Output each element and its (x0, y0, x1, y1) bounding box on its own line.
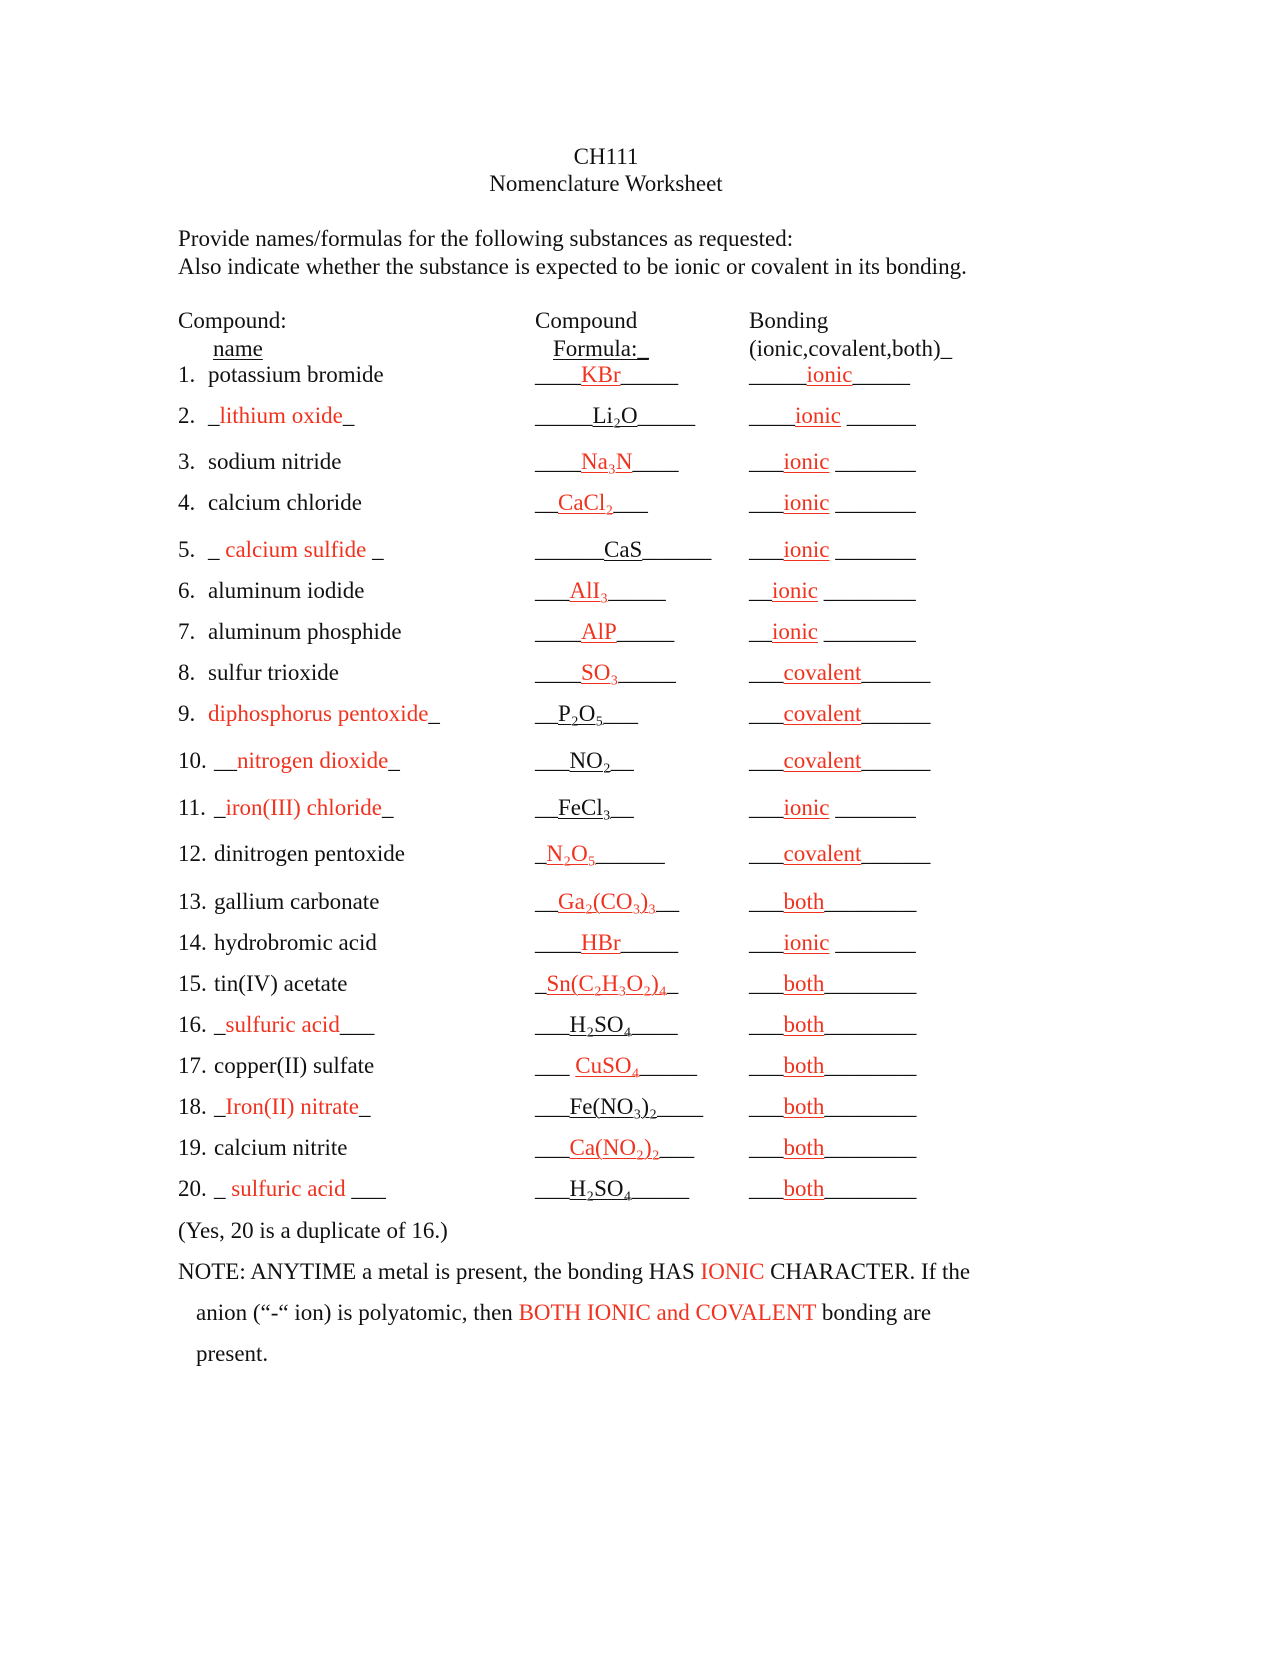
cell-bonding (749, 578, 916, 604)
answer-blank: _ (214, 1094, 226, 1119)
name-value: tin(IV) acetate (214, 971, 348, 996)
answer-blank: ___ (749, 841, 784, 866)
name-value: Iron(II) nitrate (225, 1094, 359, 1119)
formula-value: KBr (581, 362, 621, 387)
answer-blank: _ (535, 841, 547, 866)
cell-formula (535, 701, 638, 727)
cell-name (214, 930, 377, 956)
cell-formula (535, 449, 678, 475)
note-text: CHARACTER. If the (764, 1259, 971, 1284)
cell-bonding (749, 971, 916, 997)
cell-bonding (749, 1094, 916, 1120)
answer-blank: __ (656, 889, 680, 914)
answer-blank: ____ (535, 660, 581, 685)
answer-blank: ______ (535, 537, 604, 562)
cell-bonding (749, 660, 930, 686)
formula-value: FeCl₃ (558, 795, 611, 820)
answer-blank: _ (208, 403, 220, 428)
name-value: calcium nitrite (214, 1135, 348, 1160)
compound-row (178, 537, 1078, 565)
name-value: hydrobromic acid (214, 930, 377, 955)
row-number: 8. (178, 660, 196, 685)
note-text: anion (“-“ ion) is polyatomic, then (196, 1300, 519, 1325)
formula-value: P₂O₅ (558, 701, 604, 726)
answer-blank: ___ (659, 1135, 695, 1160)
cell-name (208, 701, 440, 727)
row-number: 6. (178, 578, 196, 603)
formula-value: Fe(NO₃)₂ (569, 1094, 658, 1119)
compound-row (178, 362, 1078, 390)
bonding-value: ionic (783, 795, 830, 820)
answer-blank: _____ (749, 362, 807, 387)
answer-blank: ___ (535, 748, 570, 773)
answer-blank: _____ (639, 1053, 698, 1078)
answer-blank: ____ (631, 1012, 678, 1037)
cell-bonding (749, 795, 916, 821)
row-number: 19. (178, 1135, 207, 1160)
cell-name (208, 490, 362, 516)
answer-blank: _____ (637, 403, 696, 428)
row-number: 12. (178, 841, 207, 866)
cell-formula (535, 1012, 678, 1038)
cell-name (214, 841, 405, 867)
answer-blank: ___ (749, 748, 784, 773)
formula-value: HBr (581, 930, 621, 955)
bonding-value: both (783, 1135, 825, 1160)
answer-blank: ______ (861, 660, 931, 685)
answer-blank: _____ (616, 619, 675, 644)
bonding-value: ionic (783, 930, 830, 955)
row-number: 18. (178, 1094, 207, 1119)
answer-blank: ________ (824, 1176, 917, 1201)
cell-bonding (749, 537, 916, 563)
formula-value: NO₂ (569, 748, 611, 773)
answer-blank: _ (214, 1012, 226, 1037)
name-value: dinitrogen pentoxide (214, 841, 405, 866)
answer-blank: ___ (535, 1012, 570, 1037)
column-header-name: Compound: (178, 308, 287, 333)
cell-formula (535, 403, 695, 429)
formula-value: H₂SO₄ (569, 1176, 632, 1201)
cell-bonding (749, 748, 930, 774)
answer-blank: ______ (841, 403, 916, 428)
name-value: nitrogen dioxide (237, 748, 389, 773)
answer-blank: ___ (749, 537, 784, 562)
row-number: 2. (178, 403, 196, 428)
bonding-value: covalent (783, 660, 862, 685)
answer-blank: _______ (829, 795, 916, 820)
cell-name (208, 362, 384, 388)
answer-blank: __ (535, 490, 558, 515)
answer-blank: ___ (535, 578, 570, 603)
answer-blank: _______ (829, 537, 916, 562)
row-number: 3. (178, 449, 196, 474)
row-number: 14. (178, 930, 207, 955)
answer-blank: ___ (749, 1094, 784, 1119)
bonding-value: ionic (783, 537, 830, 562)
cell-name (208, 660, 339, 686)
answer-blank: __ (214, 748, 237, 773)
row-number: 1. (178, 362, 196, 387)
answer-blank: ________ (824, 971, 917, 996)
column-subheader-name: name (213, 336, 263, 361)
compound-row (178, 1176, 1078, 1204)
cell-name (214, 889, 379, 915)
answer-blank: _____ (535, 403, 593, 428)
cell-name (214, 1094, 370, 1120)
cell-formula (535, 537, 711, 563)
cell-formula (535, 841, 665, 867)
answer-blank: _____ (620, 930, 679, 955)
answer-blank: _____ (631, 1176, 690, 1201)
answer-blank: __ (610, 748, 634, 773)
cell-formula (535, 795, 634, 821)
formula-value: Ga₂(CO₃)₃ (558, 889, 657, 914)
compound-row (178, 748, 1078, 776)
answer-blank: _____ (620, 362, 679, 387)
compound-row (178, 841, 1078, 869)
answer-blank: ___ (749, 490, 784, 515)
compound-row (178, 449, 1078, 477)
formula-value: CaS (604, 537, 643, 562)
bonding-value: covalent (783, 748, 862, 773)
cell-bonding (749, 619, 916, 645)
name-value: potassium bromide (208, 362, 384, 387)
compound-row (178, 490, 1078, 518)
cell-formula (535, 660, 676, 686)
cell-bonding (749, 1135, 916, 1161)
cell-bonding (749, 362, 910, 388)
answer-blank: ______ (861, 748, 931, 773)
compound-row (178, 1053, 1078, 1081)
name-value: aluminum iodide (208, 578, 365, 603)
answer-blank: ___ (535, 1053, 576, 1078)
note-line-1 (178, 1258, 970, 1286)
cell-name (214, 971, 347, 997)
answer-blank: _ (358, 1094, 371, 1119)
name-value: gallium carbonate (214, 889, 380, 914)
formula-value: Sn(C₂H₃O₂)₄ (546, 971, 667, 996)
compound-row (178, 930, 1078, 958)
formula-value: CuSO₄ (575, 1053, 640, 1078)
cell-name (208, 403, 354, 429)
answer-blank: ___ (535, 1094, 570, 1119)
cell-name (208, 537, 384, 563)
compound-row (178, 1012, 1078, 1040)
answer-blank: ________ (824, 1012, 917, 1037)
answer-blank: _____ (608, 578, 666, 603)
compound-row (178, 619, 1078, 647)
formula-value: Ca(NO₂)₂ (569, 1135, 660, 1160)
bonding-value: both (783, 889, 825, 914)
row-number: 4. (178, 490, 196, 515)
course-code: CH111 (573, 144, 639, 169)
answer-blank: __ (535, 889, 558, 914)
note-text: NOTE: ANYTIME a metal is present, the bonding HAS (178, 1259, 701, 1284)
cell-bonding (749, 889, 916, 915)
answer-blank: ___ (749, 1012, 784, 1037)
cell-formula (535, 490, 648, 516)
answer-blank: _ (214, 795, 226, 820)
column-subheader-bonding: (ionic,covalent,both)_ (749, 336, 953, 361)
bonding-value: covalent (783, 841, 862, 866)
answer-blank: ______ (642, 537, 712, 562)
formula-value: SO₃ (581, 660, 619, 685)
note-highlight-ionic: IONIC (700, 1259, 765, 1284)
cell-formula (535, 971, 678, 997)
answer-blank: ____ (657, 1094, 704, 1119)
bonding-value: ionic (772, 619, 818, 644)
cell-formula (535, 1094, 703, 1120)
row-number: 13. (178, 889, 207, 914)
name-value: calcium chloride (208, 490, 362, 515)
cell-bonding (749, 403, 916, 429)
answer-blank: ___ (749, 1176, 784, 1201)
cell-bonding (749, 1176, 916, 1202)
row-number: 5. (178, 537, 196, 562)
cell-formula (535, 748, 634, 774)
answer-blank: ___ (749, 660, 784, 685)
row-number: 10. (178, 748, 207, 773)
compound-row (178, 1135, 1078, 1163)
answer-blank: _ (388, 748, 400, 773)
name-value: lithium oxide (219, 403, 343, 428)
cell-bonding (749, 490, 916, 516)
bonding-value: both (783, 1176, 825, 1201)
compound-row (178, 403, 1078, 431)
answer-blank: ___ (345, 1176, 386, 1201)
formula-value: Na₃N (581, 449, 633, 474)
row-number: 11. (178, 795, 206, 820)
row-number: 20. (178, 1176, 207, 1201)
name-value: diphosphorus pentoxide (208, 701, 429, 726)
column-subheader-formula: Formula:_ (553, 336, 649, 361)
compound-row (178, 1094, 1078, 1122)
answer-blank: _______ (829, 490, 916, 515)
name-value: sulfur trioxide (208, 660, 339, 685)
bonding-value: ionic (783, 449, 830, 474)
instruction-line: Also indicate whether the substance is expected to be ionic or covalent in its bonding. (178, 254, 967, 279)
answer-blank: _ (666, 971, 679, 996)
cell-name (214, 1053, 374, 1079)
formula-value: AlP (581, 619, 617, 644)
cell-formula (535, 889, 679, 915)
answer-blank: _____ (618, 660, 676, 685)
cell-bonding (749, 1053, 916, 1079)
answer-blank: __ (610, 795, 634, 820)
cell-formula (535, 930, 678, 956)
cell-name (208, 578, 365, 604)
cell-bonding (749, 449, 916, 475)
column-header-bonding: Bonding (749, 308, 829, 333)
cell-bonding (749, 930, 916, 956)
formula-value: Li₂O (592, 403, 638, 428)
answer-blank: ______ (861, 841, 931, 866)
cell-name (214, 1012, 374, 1038)
answer-blank: ___ (749, 971, 784, 996)
formula-value: H₂SO₄ (569, 1012, 632, 1037)
compound-row (178, 660, 1078, 688)
answer-blank: ________ (818, 619, 916, 644)
answer-blank: ___ (613, 490, 648, 515)
answer-blank: ________ (818, 578, 916, 603)
answer-blank: ____ (535, 619, 581, 644)
answer-blank: __ (749, 619, 772, 644)
instruction-line: Provide names/formulas for the following substances as requested: (178, 226, 794, 251)
answer-blank: ___ (749, 889, 784, 914)
cell-name (214, 1135, 347, 1161)
bonding-value: ionic (783, 490, 830, 515)
cell-bonding (749, 701, 930, 727)
worksheet-title: Nomenclature Worksheet (489, 171, 723, 196)
answer-blank: ________ (824, 1135, 917, 1160)
row-number: 17. (178, 1053, 207, 1078)
answer-blank: _ (214, 1176, 232, 1201)
note-line-2 (196, 1299, 931, 1327)
cell-formula (535, 1135, 694, 1161)
name-value: sulfuric acid (231, 1176, 346, 1201)
note-highlight-both: BOTH IONIC and COVALENT (518, 1300, 817, 1325)
bonding-value: ionic (795, 403, 841, 428)
compound-row (178, 578, 1078, 606)
answer-blank: _ (428, 701, 440, 726)
answer-blank: _____ (852, 362, 910, 387)
cell-name (214, 795, 393, 821)
answer-blank: ___ (603, 701, 638, 726)
answer-blank: ____ (535, 449, 581, 474)
formula-value: CaCl₂ (558, 490, 614, 515)
answer-blank: ______ (595, 841, 665, 866)
compound-row (178, 701, 1078, 729)
answer-blank: ___ (749, 701, 784, 726)
answer-blank: ___ (535, 1176, 570, 1201)
name-value: copper(II) sulfate (214, 1053, 375, 1078)
bonding-value: both (783, 1053, 825, 1078)
answer-blank: ________ (824, 889, 917, 914)
bonding-value: both (783, 1012, 825, 1037)
name-value: calcium sulfide (225, 537, 367, 562)
answer-blank: _______ (829, 930, 916, 955)
answer-blank: ________ (824, 1094, 917, 1119)
row-number: 7. (178, 619, 196, 644)
answer-blank: ___ (749, 1135, 784, 1160)
answer-blank: _ (342, 403, 355, 428)
column-header-formula: Compound (535, 308, 638, 333)
answer-blank: ___ (535, 1135, 570, 1160)
name-value: aluminum phosphide (208, 619, 402, 644)
bonding-value: both (783, 971, 825, 996)
answer-blank: ___ (749, 1053, 784, 1078)
answer-blank: ______ (861, 701, 931, 726)
row-number: 15. (178, 971, 207, 996)
cell-name (214, 1176, 386, 1202)
cell-name (208, 619, 402, 645)
note-line-3: present. (196, 1341, 269, 1366)
answer-blank: __ (535, 701, 558, 726)
cell-name (208, 449, 342, 475)
answer-blank: __ (535, 795, 558, 820)
compound-row (178, 889, 1078, 917)
cell-formula (535, 578, 666, 604)
bonding-value: covalent (783, 701, 862, 726)
formula-value: AlI₃ (569, 578, 609, 603)
answer-blank: _______ (829, 449, 916, 474)
cell-formula (535, 1176, 689, 1202)
compound-row (178, 971, 1078, 999)
bonding-value: ionic (806, 362, 853, 387)
cell-name (214, 748, 400, 774)
formula-value: N₂O₅ (546, 841, 596, 866)
cell-bonding (749, 1012, 916, 1038)
row-number: 16. (178, 1012, 207, 1037)
answer-blank: ___ (749, 930, 784, 955)
row-number: 9. (178, 701, 196, 726)
note-text: bonding are (816, 1300, 932, 1325)
cell-formula (535, 1053, 697, 1079)
compound-row (178, 795, 1078, 823)
cell-formula (535, 619, 674, 645)
name-value: sulfuric acid (225, 1012, 340, 1037)
answer-blank: ___ (749, 449, 784, 474)
answer-blank: _ (535, 971, 547, 996)
cell-bonding (749, 841, 930, 867)
answer-blank: ________ (824, 1053, 917, 1078)
answer-blank: ___ (339, 1012, 375, 1037)
answer-blank: _ (366, 537, 384, 562)
answer-blank: ____ (535, 930, 581, 955)
answer-blank: _ (208, 537, 226, 562)
answer-blank: ____ (535, 362, 581, 387)
name-value: iron(III) chloride (225, 795, 382, 820)
answer-blank: _ (381, 795, 394, 820)
bonding-value: both (783, 1094, 825, 1119)
cell-formula (535, 362, 678, 388)
name-value: sodium nitride (208, 449, 342, 474)
answer-blank: ____ (632, 449, 679, 474)
footnote: (Yes, 20 is a duplicate of 16.) (178, 1218, 448, 1243)
answer-blank: ____ (749, 403, 795, 428)
answer-blank: __ (749, 578, 772, 603)
answer-blank: ___ (749, 795, 784, 820)
bonding-value: ionic (772, 578, 818, 603)
